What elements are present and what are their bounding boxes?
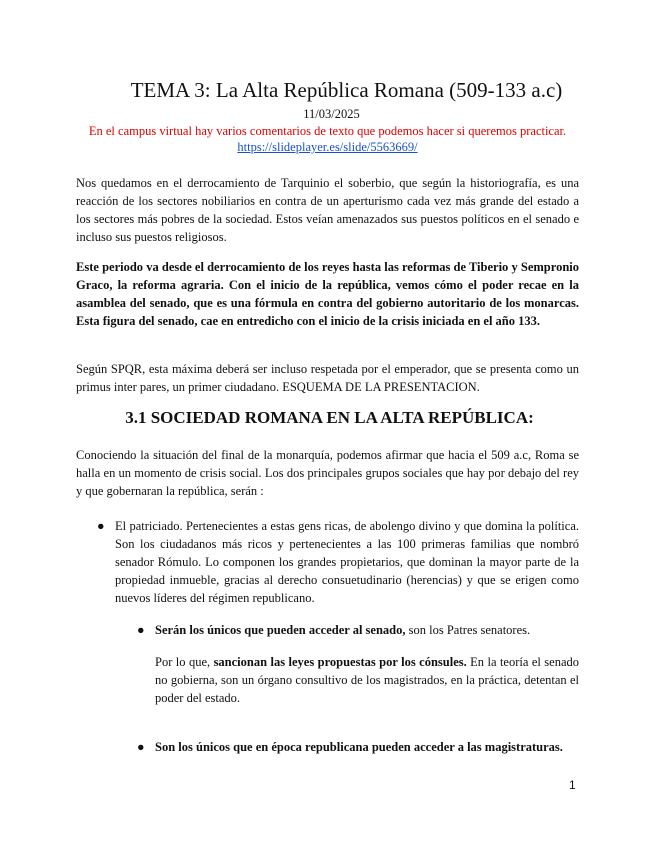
list-item-magistraturas (137, 738, 579, 756)
page-number: 1 (569, 778, 576, 792)
slideplayer-link-container (0, 140, 655, 155)
list-item-text: son los Patres senatores. (405, 623, 531, 637)
sub-paragraph-rest: En la teoría el senado no gobierna, son un órgano consultivo de los magistrados, en la práctica, detentan el poder del estado. (155, 655, 579, 705)
bullet-icon: ● (137, 623, 145, 637)
list-item-text: El patriciado. Pertenecientes a estas gens ricas, de abolengo divino y que domina la política. Son los ciudadanos más ricos y pertenecientes a las 100 primeras familias que nombró senador Rómulo. Lo componen los grandes propietarios, que dominan la mayor parte de la propiedad inmueble, gracias al derecho consuetudinario (herencias) y que se erigen como nuevos líderes del régimen republicano. (115, 519, 579, 605)
sub-paragraph-leyes (155, 653, 579, 707)
list-item-patriciado (97, 517, 579, 607)
section-heading: 3.1 SOCIEDAD ROMANA EN LA ALTA REPÚBLICA: (125, 408, 534, 427)
bullet-icon: ● (137, 740, 145, 754)
bullet-icon: ● (97, 519, 105, 533)
list-item-bold-text: Serán los únicos que pueden acceder al senado, (155, 623, 406, 637)
campus-note: En el campus virtual hay varios comentarios de texto que podemos hacer si queremos practicar. (88, 124, 567, 138)
spqr-paragraph: Según SPQR, esta máxima deberá ser incluso respetada por el emperador, que se presenta como un primus inter pares, un primer ciudadano. ESQUEMA DE LA PRESENTACION. (76, 362, 579, 394)
intro-paragraph: Nos quedamos en el derrocamiento de Tarquinio el soberbio, que según la historiografía, es una reacción de los sectores nobiliarios en contra de un aperturismo cada vez más grande del estado a los sectores más pobres de la sociedad. Estos veían amenazados sus puestos políticos en el senado e incluso sus puestos religiosos. (76, 176, 579, 244)
document-date: 11/03/2025 (303, 107, 360, 121)
list-item-senado (137, 621, 579, 639)
slideplayer-link[interactable]: https://slideplayer.es/slide/5563669/ (237, 140, 418, 154)
sub-paragraph-bold: sancionan las leyes propuestas por los cónsules. (213, 655, 467, 669)
period-paragraph: Este periodo va desde el derrocamiento de los reyes hasta las reformas de Tiberio y Sempronio Graco, la reforma agraria. Con el inicio de la república, vemos cómo el poder recae en la asamblea del senado, que es una fórmula en contra del gobierno autoritario de los monarcas. Esta figura del senado, cae en entredicho con el inicio de la crisis iniciada en el año 133. (76, 260, 579, 328)
list-item-text: Son los únicos que en época republicana pueden acceder a las magistraturas. (155, 740, 563, 754)
sub-paragraph-start: Por lo que, (155, 655, 214, 669)
section-intro-paragraph: Conociendo la situación del final de la monarquía, podemos afirmar que hacia el 509 a.c, Roma se halla en un momento de crisis social. Los dos principales grupos sociales que hay por debajo del rey y que gobernaran la república, serán : (76, 448, 579, 498)
page-title: TEMA 3: La Alta República Romana (509-133 a.c) (130, 78, 563, 102)
